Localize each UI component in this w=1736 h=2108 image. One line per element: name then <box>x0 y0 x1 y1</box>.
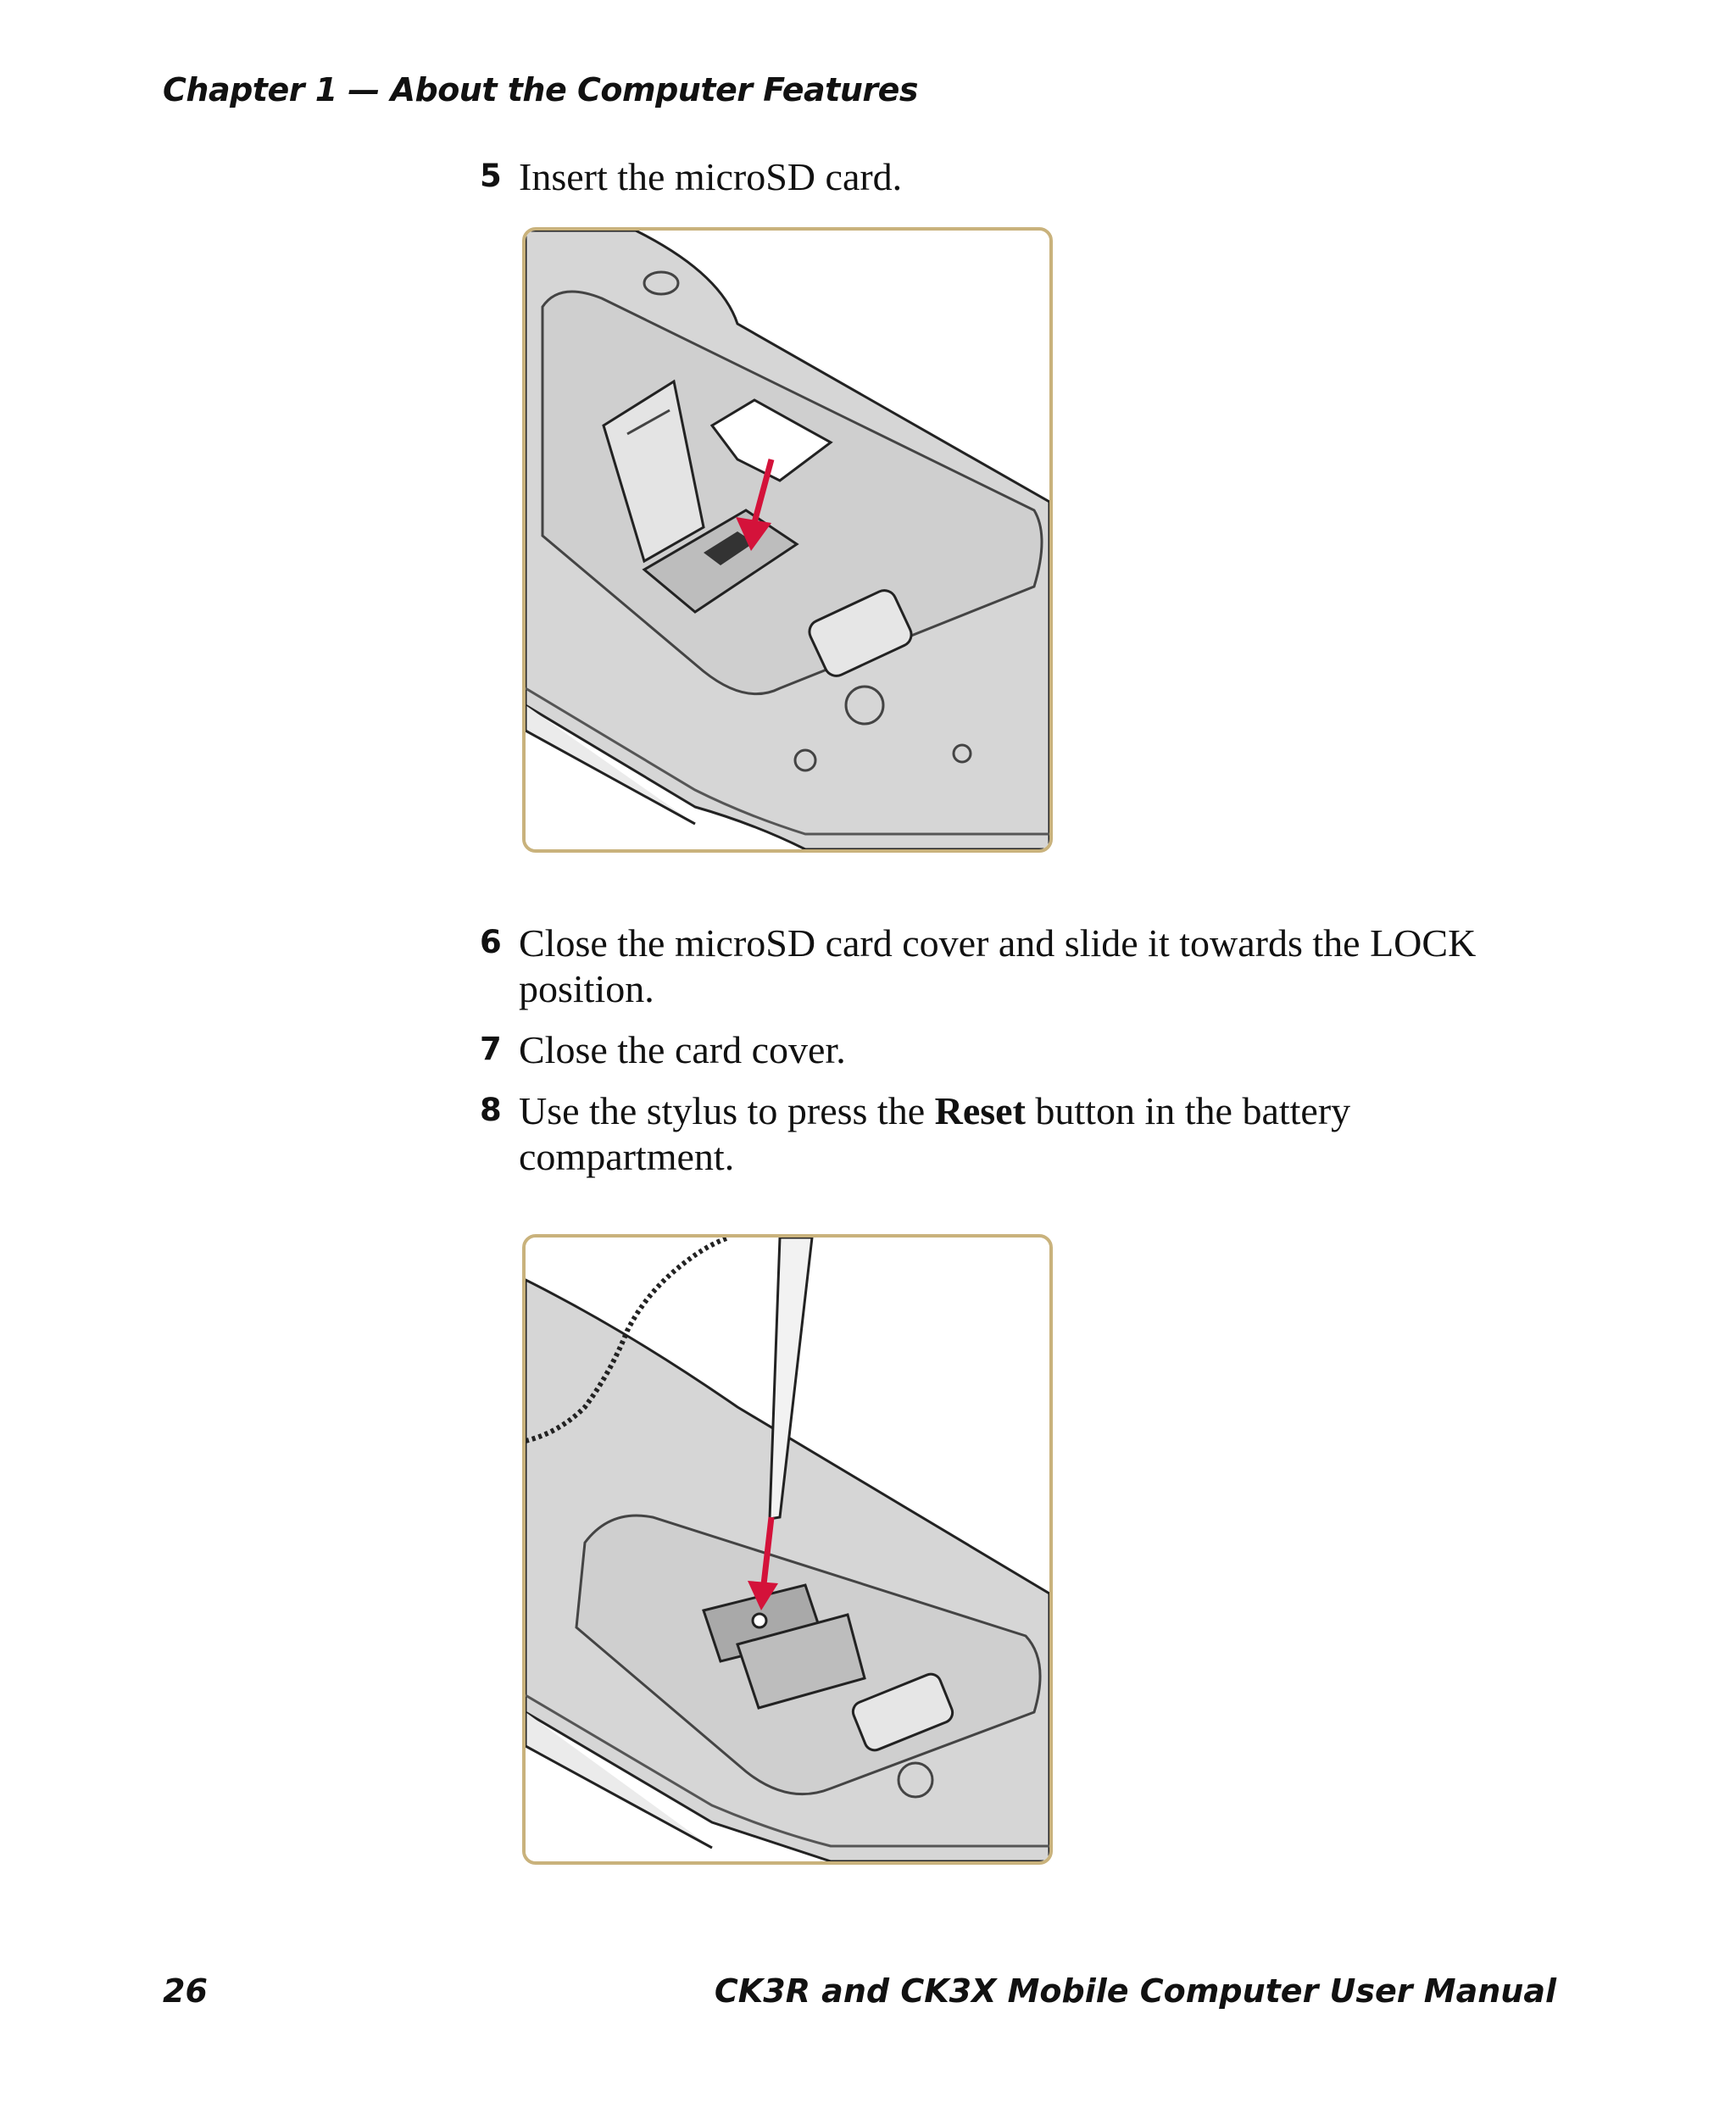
reset-label: Reset <box>934 1089 1026 1132</box>
step-text: Insert the microSD card. <box>519 155 903 198</box>
step-6 <box>480 921 1548 1012</box>
stylus-reset-button-illustration <box>526 1238 1049 1861</box>
manual-title: CK3R and CK3X Mobile Computer User Manual <box>714 1972 1556 2010</box>
microsd-insert-figure <box>522 227 1053 853</box>
step-text <box>519 1088 1548 1180</box>
reset-button-figure <box>522 1234 1053 1865</box>
step-text-post: button in the battery compartment. <box>519 1089 1351 1178</box>
step-text-pre: Use the stylus to press the <box>519 1089 935 1132</box>
step-number: 6 <box>480 924 502 960</box>
step-number: 8 <box>480 1092 502 1128</box>
chapter-header: Chapter 1 — About the Computer Features <box>163 71 918 108</box>
page-number: 26 <box>163 1972 208 2010</box>
step-number: 5 <box>480 158 502 194</box>
step-text: Close the card cover. <box>519 1028 846 1071</box>
step-5 <box>480 154 1548 200</box>
step-number: 7 <box>480 1031 502 1067</box>
step-8 <box>480 1088 1548 1180</box>
step-text: Close the microSD card cover and slide it towards the LOCK position. <box>519 921 1477 1010</box>
microsd-card-insertion-illustration <box>526 231 1049 849</box>
step-7 <box>480 1027 1548 1073</box>
